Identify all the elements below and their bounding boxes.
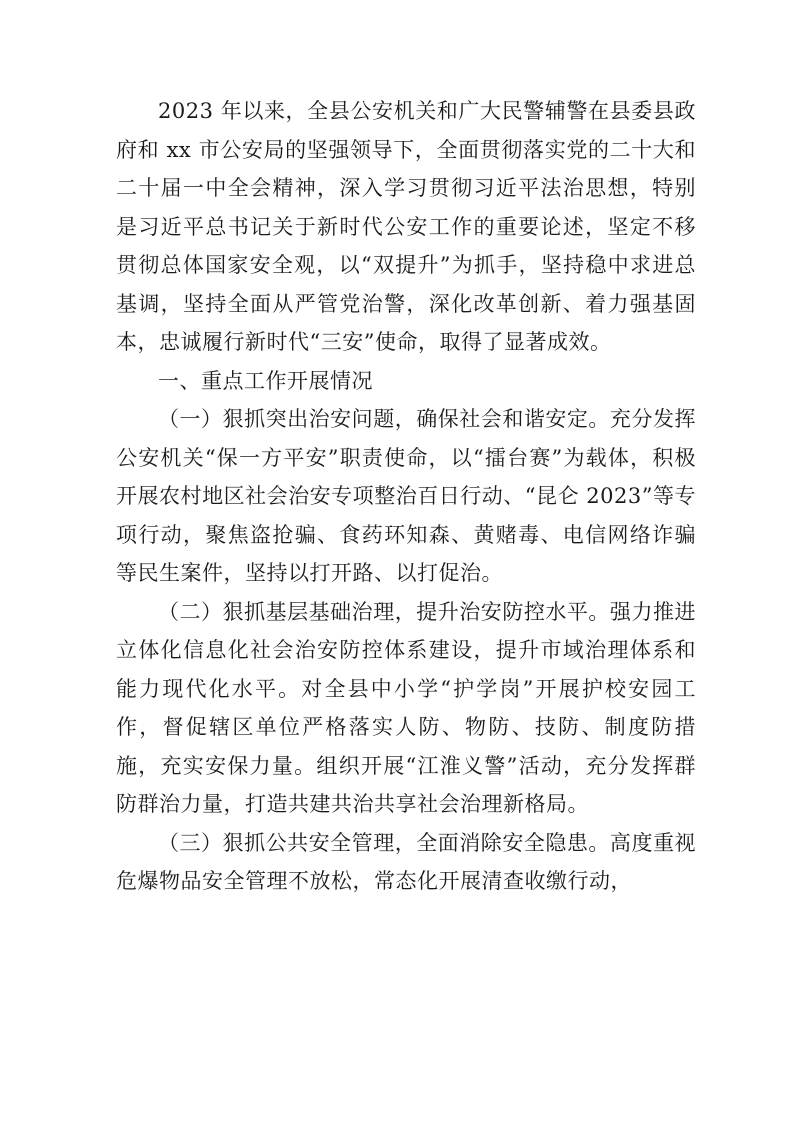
intro-paragraph: 2023 年以来，全县公安机关和广大民警辅警在县委县政府和 xx 市公安局的坚强领导下，全面贯彻落实党的二十大和二十届一中全会精神，深入学习贯彻习近平法治思想，特别是习近平总书记关于新时代公安工作的重要论述，坚定不移贯彻总体国家安全观，以“双提升”为抓手，坚持稳中求进总基调，坚持全面从严管党治警，深化改革创新、着力强基固本，忠诚履行新时代“三安”使命，取得了显著成效。 xyxy=(116,99,696,354)
document-body xyxy=(116,92,696,901)
item-paragraph-2: （二）狠抓基层基础治理，提升治安防控水平。强力推进立体化信息化社会治安防控体系建设，提升市域治理体系和能力现代化水平。对全县中小学“护学岗”开展护校安园工作，督促辖区单位严格落实人防、物防、技防、制度防措施，充实安保力量。组织开展“江淮义警”活动，充分发挥群防群治力量，打造共建共治共享社会治理新格局。 xyxy=(116,599,696,816)
section-heading: 一、重点工作开展情况 xyxy=(158,368,373,393)
item-paragraph-1: （一）狠抓突出治安问题，确保社会和谐安定。充分发挥公安机关“保一方平安”职责使命，以“擂台赛”为载体，积极开展农村地区社会治安专项整治百日行动、“昆仑 2023”等专项行动，聚焦盗抢骗、食药环知森、黄赌毒、电信网络诈骗等民生案件，坚持以打开路、以打促治。 xyxy=(116,407,696,585)
item-paragraph-3: （三）狠抓公共安全管理，全面消除安全隐患。高度重视危爆物品安全管理不放松，常态化开展清查收缴行动， xyxy=(116,830,696,893)
